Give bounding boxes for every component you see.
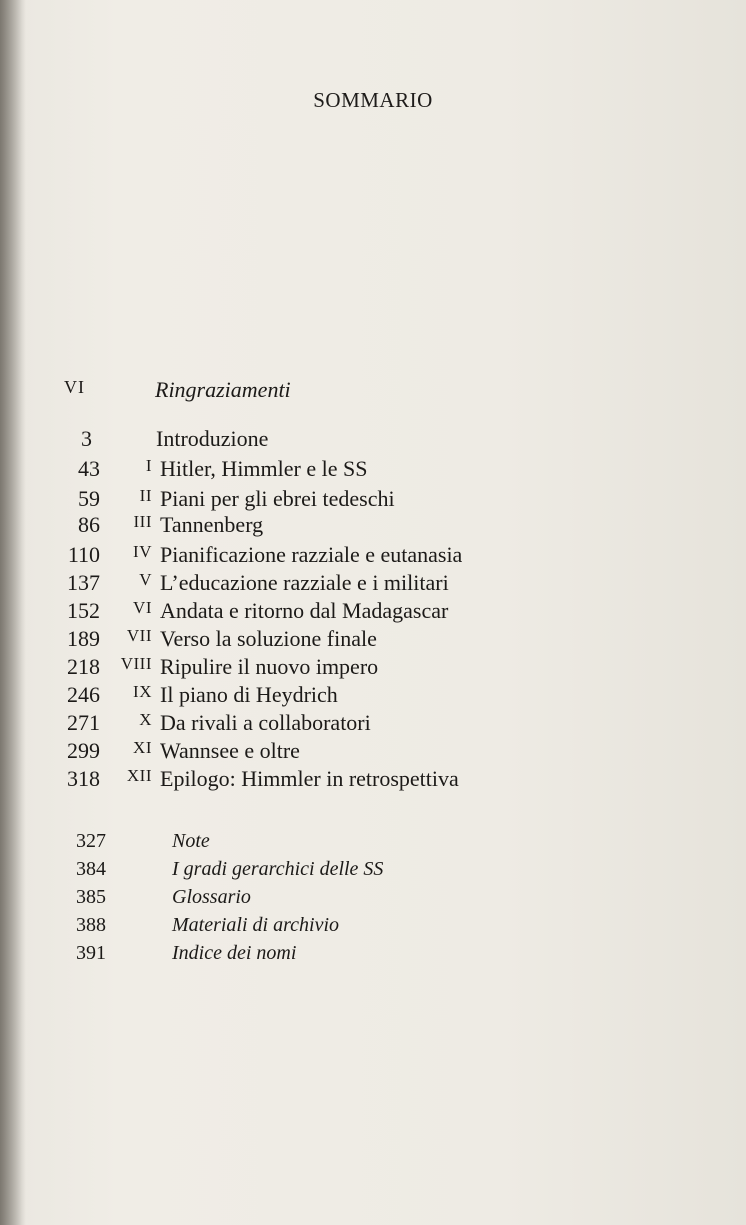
toc-back-row (0, 886, 746, 914)
toc-chapter-row (0, 456, 746, 484)
chapter-roman-numeral: II (139, 486, 152, 505)
toc-back-row (0, 858, 746, 886)
toc-intro-row (0, 426, 746, 454)
chapter-roman-numeral: I (145, 456, 152, 475)
chapter-roman-numeral: XII (126, 766, 152, 785)
back-title: Indice dei nomi (172, 942, 297, 964)
front-title: Ringraziamenti (155, 377, 291, 402)
back-page-number: 384 (76, 858, 106, 880)
chapter-title: Epilogo: Himmler in retrospettiva (160, 766, 459, 791)
toc-chapter-row (0, 486, 746, 514)
chapter-title: Il piano di Heydrich (160, 682, 338, 707)
chapter-roman-numeral: IV (133, 542, 152, 561)
chapter-page-number: 59 (78, 486, 100, 511)
front-number: VI (64, 377, 85, 397)
chapter-page-number: 86 (78, 512, 100, 537)
chapter-page-number: 246 (67, 682, 100, 707)
back-page-number: 385 (76, 886, 106, 908)
chapter-page-number: 271 (67, 710, 100, 735)
chapter-page-number: 189 (67, 626, 100, 651)
chapter-page-number: 137 (67, 570, 100, 595)
chapter-roman-numeral: III (133, 512, 152, 531)
toc-chapter-row (0, 598, 746, 626)
chapter-title: Da rivali a collaboratori (160, 710, 371, 735)
chapter-page-number: 110 (67, 542, 100, 567)
chapter-roman-numeral: VIII (120, 654, 152, 673)
back-title: I gradi gerarchici delle SS (172, 858, 384, 880)
toc-back-row (0, 830, 746, 858)
toc-chapter-row (0, 710, 746, 738)
toc-chapter-row (0, 682, 746, 710)
chapter-roman-numeral: VI (133, 598, 152, 617)
chapter-title: Pianificazione razziale e eutanasia (160, 542, 463, 567)
chapter-page-number: 318 (67, 766, 100, 791)
chapter-title: Wannsee e oltre (160, 738, 300, 763)
toc-chapter-row (0, 570, 746, 598)
chapter-roman-numeral: IX (133, 682, 152, 701)
chapter-title: Andata e ritorno dal Madagascar (160, 598, 449, 623)
back-page-number: 327 (76, 830, 106, 852)
toc-chapter-row (0, 626, 746, 654)
toc-front-row (0, 377, 746, 405)
chapter-title: Piani per gli ebrei tedeschi (160, 486, 395, 511)
chapter-page-number: 299 (67, 738, 100, 763)
chapter-title: Tannenberg (160, 512, 264, 537)
toc-chapter-row (0, 512, 746, 540)
chapter-roman-numeral: XI (133, 738, 152, 757)
back-title: Note (172, 830, 210, 852)
chapter-title: Verso la soluzione finale (160, 626, 377, 651)
toc-chapter-row (0, 766, 746, 794)
chapter-roman-numeral: X (139, 710, 152, 729)
toc-chapter-row (0, 654, 746, 682)
chapter-title: Hitler, Himmler e le SS (160, 456, 368, 481)
intro-page: 3 (81, 426, 92, 451)
toc-back-row (0, 942, 746, 970)
chapter-roman-numeral: VII (126, 626, 152, 645)
page-title: SOMMARIO (313, 88, 433, 112)
toc-chapter-row (0, 738, 746, 766)
back-page-number: 388 (76, 914, 106, 936)
chapter-title: L’educazione razziale e i militari (160, 570, 449, 595)
toc-back-row (0, 914, 746, 942)
back-title: Materiali di archivio (172, 914, 340, 936)
back-page-number: 391 (76, 942, 106, 964)
chapter-page-number: 218 (67, 654, 100, 679)
chapter-title: Ripulire il nuovo impero (160, 654, 379, 679)
back-title: Glossario (172, 886, 251, 908)
intro-title: Introduzione (156, 426, 269, 451)
toc-chapter-row (0, 542, 746, 570)
chapter-roman-numeral: V (139, 570, 152, 589)
chapter-page-number: 152 (67, 598, 100, 623)
chapter-page-number: 43 (78, 456, 100, 481)
